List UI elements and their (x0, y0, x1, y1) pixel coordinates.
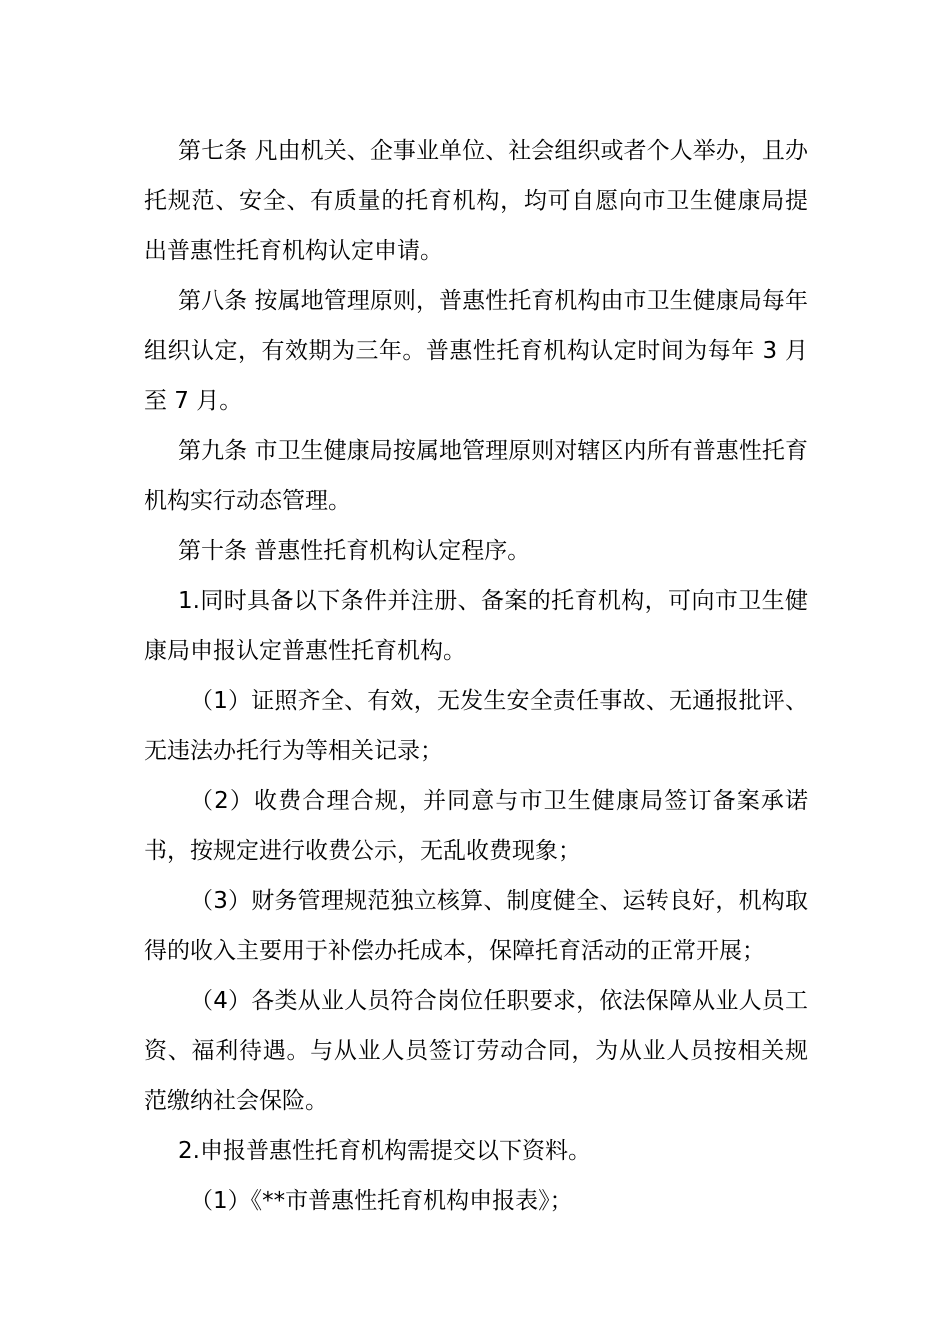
article-10-paragraph: 第十条 普惠性托育机构认定程序。 (178, 538, 531, 564)
material-1-paragraph: （1）《**市普惠性托育机构申报表》； (190, 1188, 573, 1214)
article-9-paragraph: 第九条 市卫生健康局按属地管理原则对辖区内所有普惠性托育机构实行动态管理。 (144, 438, 808, 514)
item-1-paragraph: 1.同时具备以下条件并注册、备案的托育机构，可向市卫生健康局申报认定普惠性托育机构。 (144, 588, 808, 664)
item-2-paragraph: 2.申报普惠性托育机构需提交以下资料。 (178, 1138, 591, 1164)
condition-3-paragraph: （3）财务管理规范独立核算、制度健全、运转良好，机构取得的收入主要用于补偿办托成本，保障托育活动的正常开展； (144, 888, 808, 964)
article-8-paragraph: 第八条 按属地管理原则，普惠性托育机构由市卫生健康局每年组织认定，有效期为三年。普惠性托育机构认定时间为每年 3 月至 7 月。 (144, 288, 808, 414)
article-7-paragraph: 第七条 凡由机关、企事业单位、社会组织或者个人举办，且办托规范、安全、有质量的托育机构，均可自愿向市卫生健康局提出普惠性托育机构认定申请。 (144, 138, 808, 264)
document-body (144, 126, 808, 1226)
condition-1-paragraph: （1）证照齐全、有效，无发生安全责任事故、无通报批评、无违法办托行为等相关记录； (144, 688, 808, 764)
condition-4-paragraph: （4）各类从业人员符合岗位任职要求，依法保障从业人员工资、福利待遇。与从业人员签订劳动合同，为从业人员按相关规范缴纳社会保险。 (144, 988, 808, 1114)
condition-2-paragraph: （2）收费合理合规，并同意与市卫生健康局签订备案承诺书，按规定进行收费公示，无乱收费现象； (144, 788, 808, 864)
